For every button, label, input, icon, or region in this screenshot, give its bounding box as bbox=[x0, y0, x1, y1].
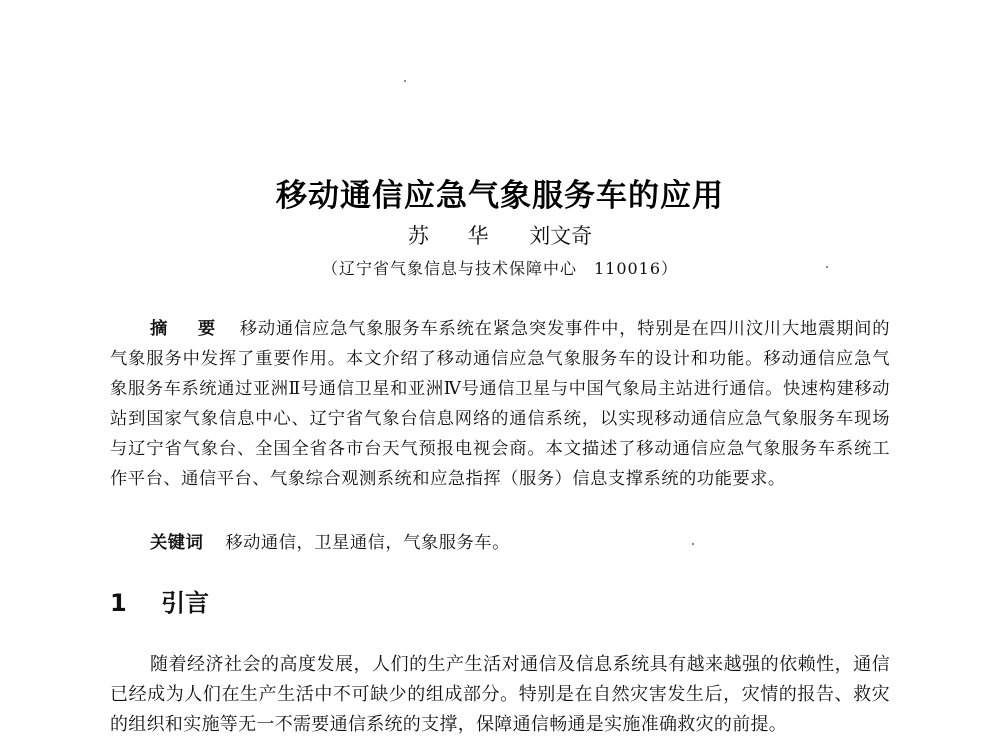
scan-speck bbox=[826, 266, 828, 268]
keywords-text: 移动通信，卫星通信，气象服务车。 bbox=[225, 533, 510, 553]
abstract-text: 移动通信应急气象服务车系统在紧急突发事件中，特别是在四川汶川大地震期间的气象服务中发挥了重要作用。本文介绍了移动通信应急气象服务车的设计和功能。移动通信应急气象服务车系统通过亚洲Ⅱ号通信卫星和亚洲Ⅳ号通信卫星与中国气象局主站进行通信。快速构建移动站到国家气象信息中心、辽宁省气象台信息网络的通信系统，以实现移动通信应急气象服务车现场与辽宁省气象台、全国全省各市台天气预报电视会商。本文描述了移动通信应急气象服务车系统工作平台、通信平台、气象综合观测系统和应急指挥（服务）信息支撑系统的功能要求。 bbox=[110, 319, 890, 489]
author-name: 苏 华 bbox=[407, 224, 503, 248]
author-affiliation: （辽宁省气象信息与技术保障中心 110016） bbox=[321, 259, 679, 278]
abstract-paragraph bbox=[110, 314, 890, 494]
section-title: 引言 bbox=[161, 589, 210, 617]
scan-speck bbox=[692, 543, 694, 545]
section-heading bbox=[110, 583, 209, 618]
abstract-label: 摘 要 bbox=[150, 319, 228, 339]
author-list bbox=[0, 220, 1000, 250]
scan-speck bbox=[404, 80, 406, 82]
section-number: 1 bbox=[110, 589, 127, 617]
paper-title: 移动通信应急气象服务车的应用 bbox=[276, 178, 724, 214]
keywords-line bbox=[150, 528, 510, 553]
body-paragraph: 随着经济社会的高度发展，人们的生产生活对通信及信息系统具有越来越强的依赖性，通信已经成为人们在生产生活中不可缺少的组成部分。特别是在自然灾害发生后，灾情的报告、救灾的组织和实施等无一不需要通信系统的支撑，保障通信畅通是实施准确救灾的前提。 bbox=[110, 654, 890, 735]
author-name: 刘文奇 bbox=[529, 224, 593, 248]
keywords-label: 关键词 bbox=[150, 533, 204, 553]
